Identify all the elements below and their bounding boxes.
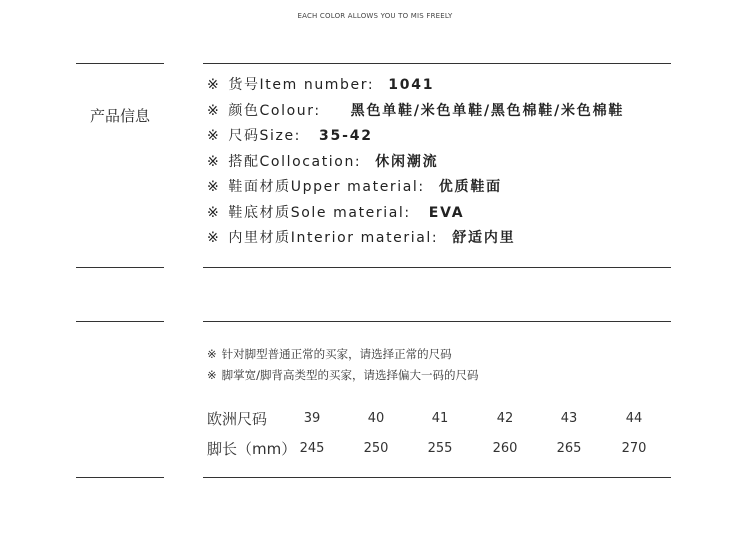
divider-right-bottom (203, 477, 671, 478)
header-tagline: EACH COLOR ALLOWS YOU TO MIS FREELY (297, 12, 453, 20)
spec-value: 1041 (388, 77, 435, 93)
spec-label: 搭配Collocation: (228, 153, 362, 170)
divider-left-top (76, 63, 164, 64)
size-note: ※ 脚掌宽/脚背高类型的买家，请选择偏大一码的尺码 (207, 368, 479, 382)
divider-left-mid (76, 267, 164, 268)
size-note: ※ 针对脚型普通正常的买家，请选择正常的尺码 (207, 347, 452, 361)
reference-mark: ※ (207, 179, 221, 195)
foot-length-cell: 255 (427, 441, 453, 456)
eu-size-cell: 39 (303, 411, 321, 426)
reference-mark: ※ (207, 204, 221, 221)
reference-mark: ※ (207, 77, 221, 93)
eu-size-cell: 40 (367, 411, 385, 426)
spec-value: EVA (428, 204, 465, 221)
product-info-title: 产品信息 (89, 107, 150, 125)
foot-length-cell: 250 (363, 441, 389, 456)
spec-item-number (207, 73, 624, 99)
foot-length-cell: 265 (556, 441, 582, 456)
foot-length-cell: 270 (621, 441, 647, 456)
spec-label: 内里材质Interior material: (228, 230, 439, 246)
foot-length-label: 脚长（mm） (207, 440, 297, 458)
spec-value: 优质鞋面 (438, 179, 502, 195)
size-notes (207, 344, 479, 386)
spec-label: 货号Item number: (228, 77, 375, 93)
reference-mark: ※ (207, 347, 217, 361)
spec-collocation (207, 150, 624, 176)
spec-interior-material (207, 226, 624, 252)
reference-mark: ※ (207, 128, 221, 144)
spec-label: 鞋底材质Sole material: (228, 204, 411, 221)
spec-colour (207, 99, 624, 125)
eu-size-cell: 41 (431, 411, 449, 426)
spec-value: 35-42 (319, 128, 373, 144)
product-info-list (207, 73, 624, 252)
reference-mark: ※ (207, 153, 221, 170)
spec-value: 舒适内里 (452, 230, 516, 246)
spec-sole-material (207, 201, 624, 227)
eu-size-cell: 43 (560, 411, 578, 426)
spec-value: 休闲潮流 (375, 153, 439, 170)
divider-left-bottom (76, 477, 164, 478)
divider-right-size-top (203, 321, 671, 322)
spec-label: 尺码Size: (228, 128, 301, 144)
foot-length-cell: 260 (492, 441, 518, 456)
spec-upper-material (207, 175, 624, 201)
eu-size-cell: 42 (496, 411, 514, 426)
spec-size (207, 124, 624, 150)
spec-label: 鞋面材质Upper material: (228, 179, 425, 195)
spec-value: 黑色单鞋/米色单鞋/黑色棉鞋/米色棉鞋 (350, 102, 625, 119)
divider-left-size-top (76, 321, 164, 322)
foot-length-cell: 245 (299, 441, 325, 456)
reference-mark: ※ (207, 368, 217, 382)
reference-mark: ※ (207, 102, 221, 119)
spec-label: 颜色Colour: (228, 102, 321, 119)
divider-right-mid (203, 267, 671, 268)
eu-size-label: 欧洲尺码 (207, 410, 268, 428)
reference-mark: ※ (207, 230, 221, 246)
divider-right-top (203, 63, 671, 64)
eu-size-cell: 44 (625, 411, 643, 426)
